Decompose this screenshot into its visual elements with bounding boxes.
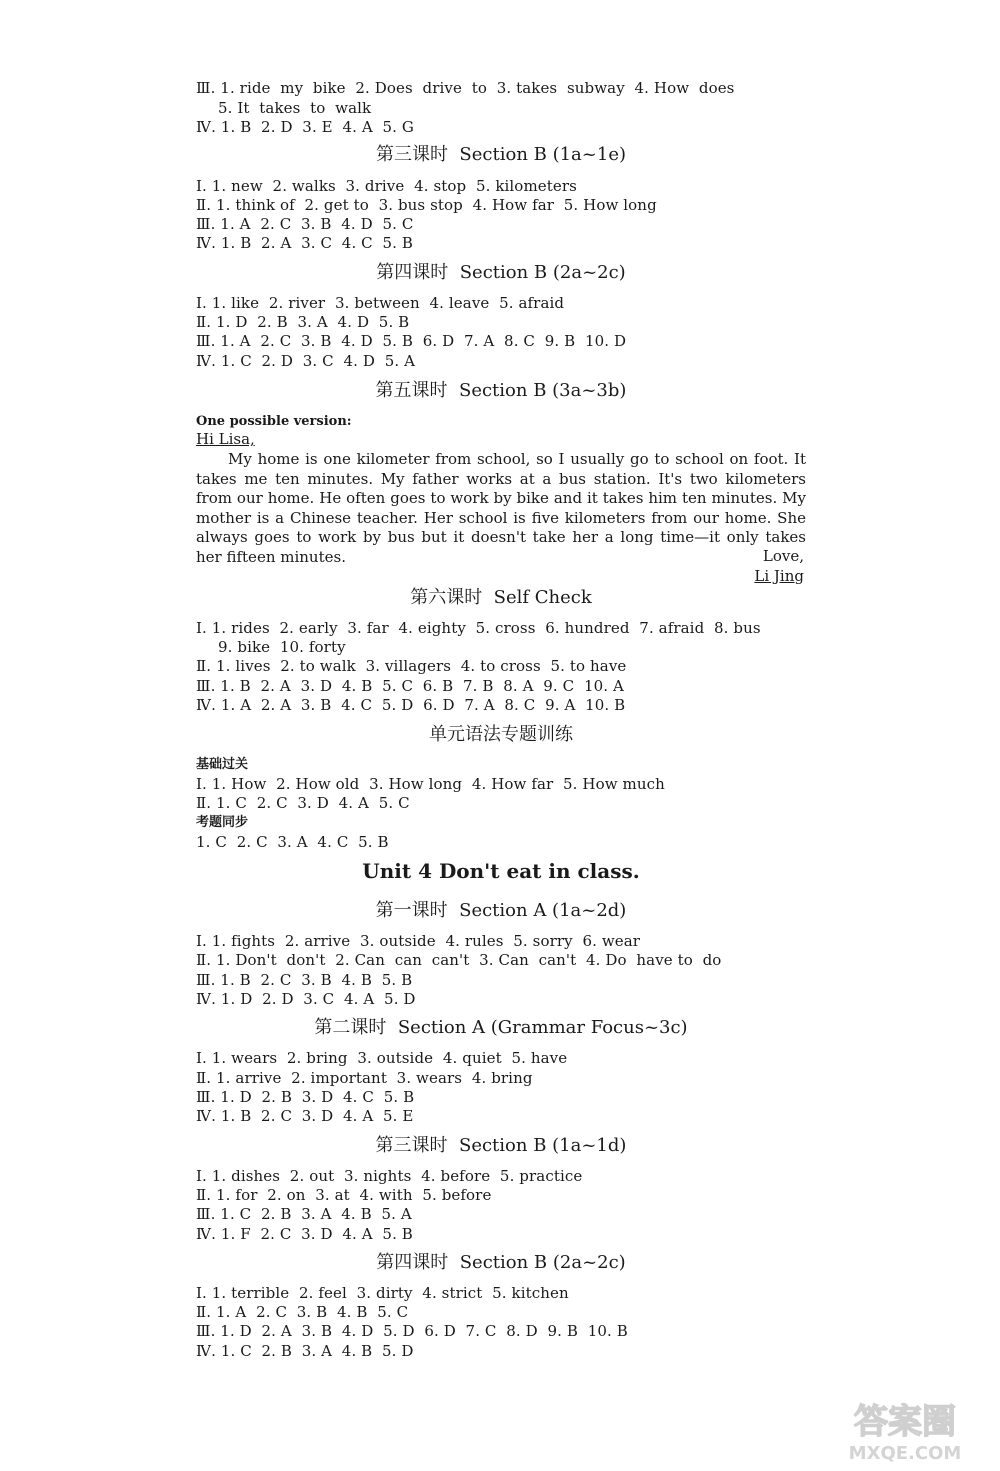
lesson-heading: 第四课时 Section B (2a~2c) xyxy=(376,1252,626,1273)
answer-line: Ⅱ. 1. think of 2. get to 3. bus stop 4. How far 5. How long xyxy=(196,196,657,214)
answer-line: Ⅲ. 1. B 2. A 3. D 4. B 5. C 6. B 7. B 8. A 9. C 10. A xyxy=(196,677,624,695)
letter-closing: Love, xyxy=(762,547,804,565)
answer-line: Ⅲ. 1. D 2. A 3. B 4. D 5. D 6. D 7. C 8. D 9. B 10. B xyxy=(196,1322,628,1340)
answer-line: Ⅲ. 1. C 2. B 3. A 4. B 5. A xyxy=(196,1205,412,1223)
answer-line: Ⅲ. 1. ride my bike 2. Does drive to 3. takes subway 4. How does xyxy=(196,79,735,97)
answer-line: Ⅳ. 1. A 2. A 3. B 4. C 5. D 6. D 7. A 8. C 9. A 10. B xyxy=(196,696,626,714)
answer-line: Ⅱ. 1. C 2. C 3. D 4. A 5. C xyxy=(196,794,410,812)
answer-line: 1. C 2. C 3. A 4. C 5. B xyxy=(196,833,389,851)
answer-line: Ⅲ. 1. A 2. C 3. B 4. D 5. C xyxy=(196,215,414,233)
answer-line: Ⅰ. 1. like 2. river 3. between 4. leave 5. afraid xyxy=(196,294,565,312)
watermark-text: 答案圈 xyxy=(854,1402,956,1442)
lesson-heading: 第四课时 Section B (2a~2c) xyxy=(376,262,626,283)
answer-line: Ⅳ. 1. F 2. C 3. D 4. A 5. B xyxy=(196,1225,413,1243)
unit-title: Unit 4 Don't eat in class. xyxy=(362,859,640,883)
lesson-heading: 第三课时 Section B (1a~1e) xyxy=(375,144,626,165)
answer-line: Ⅱ. 1. arrive 2. important 3. wears 4. bring xyxy=(196,1069,533,1087)
lesson-heading: 单元语法专题训练 xyxy=(429,724,573,745)
answer-line: Ⅳ. 1. B 2. A 3. C 4. C 5. B xyxy=(196,234,413,252)
subsection-label: 基础过关 xyxy=(196,757,249,772)
answer-line: Ⅲ. 1. A 2. C 3. B 4. D 5. B 6. D 7. A 8. C 9. B 10. D xyxy=(196,332,627,350)
answer-line: Ⅰ. 1. terrible 2. feel 3. dirty 4. strict 5. kitchen xyxy=(196,1284,569,1302)
lesson-heading: 第五课时 Section B (3a~3b) xyxy=(375,380,627,401)
letter-greeting: Hi Lisa, xyxy=(196,430,255,448)
answer-line: Ⅳ. 1. B 2. C 3. D 4. A 5. E xyxy=(196,1107,414,1125)
answer-line: 9. bike 10. forty xyxy=(218,638,346,656)
answer-line: Ⅳ. 1. D 2. D 3. C 4. A 5. D xyxy=(196,990,416,1008)
watermark-url: MXQE.COM xyxy=(848,1443,962,1464)
answer-line: Ⅱ. 1. D 2. B 3. A 4. D 5. B xyxy=(196,313,410,331)
answer-line: Ⅰ. 1. wears 2. bring 3. outside 4. quiet 5. have xyxy=(196,1049,568,1067)
lesson-heading: 第三课时 Section B (1a~1d) xyxy=(375,1135,627,1156)
answer-line: Ⅱ. 1. Don't don't 2. Can can can't 3. Can can't 4. Do have to do xyxy=(196,951,722,969)
answer-line: Ⅰ. 1. How 2. How old 3. How long 4. How far 5. How much xyxy=(196,775,665,793)
answer-line: Ⅰ. 1. fights 2. arrive 3. outside 4. rules 5. sorry 6. wear xyxy=(196,932,641,950)
answer-line: Ⅳ. 1. B 2. D 3. E 4. A 5. G xyxy=(196,118,414,136)
answer-line: Ⅱ. 1. lives 2. to walk 3. villagers 4. to cross 5. to have xyxy=(196,657,627,675)
answer-line: Ⅰ. 1. new 2. walks 3. drive 4. stop 5. kilometers xyxy=(196,177,577,195)
lesson-heading: 第二课时 Section A (Grammar Focus~3c) xyxy=(314,1017,688,1038)
letter-signature: Li Jing xyxy=(754,567,804,585)
letter-body: My home is one kilometer from school, so I usually go to school on foot. It takes me ten minutes. My father works at a bus station. It's two kilometers from our home. He often goes to work by bike and it takes him ten minutes. My mother is a Chinese teacher. Her school is five kilometers from our home. She always goes to work by bus but it doesn't take her a long time—it only takes her fifteen minutes. xyxy=(196,450,806,566)
answer-line: Ⅰ. 1. rides 2. early 3. far 4. eighty 5. cross 6. hundred 7. afraid 8. bus xyxy=(196,619,761,637)
answer-line: Ⅳ. 1. C 2. B 3. A 4. B 5. D xyxy=(196,1342,414,1360)
answer-line: Ⅳ. 1. C 2. D 3. C 4. D 5. A xyxy=(196,352,416,370)
lesson-heading: 第六课时 Self Check xyxy=(410,587,592,608)
version-label: One possible version: xyxy=(196,414,352,429)
answer-line: 5. It takes to walk xyxy=(218,99,372,117)
answer-line: Ⅲ. 1. D 2. B 3. D 4. C 5. B xyxy=(196,1088,415,1106)
answer-line: Ⅱ. 1. A 2. C 3. B 4. B 5. C xyxy=(196,1303,409,1321)
subsection-label: 考题同步 xyxy=(196,815,249,830)
watermark-logo xyxy=(820,1395,990,1465)
answer-line: Ⅱ. 1. for 2. on 3. at 4. with 5. before xyxy=(196,1186,492,1204)
answer-line: Ⅲ. 1. B 2. C 3. B 4. B 5. B xyxy=(196,971,413,989)
lesson-heading: 第一课时 Section A (1a~2d) xyxy=(375,900,627,921)
answer-line: Ⅰ. 1. dishes 2. out 3. nights 4. before 5. practice xyxy=(196,1167,583,1185)
